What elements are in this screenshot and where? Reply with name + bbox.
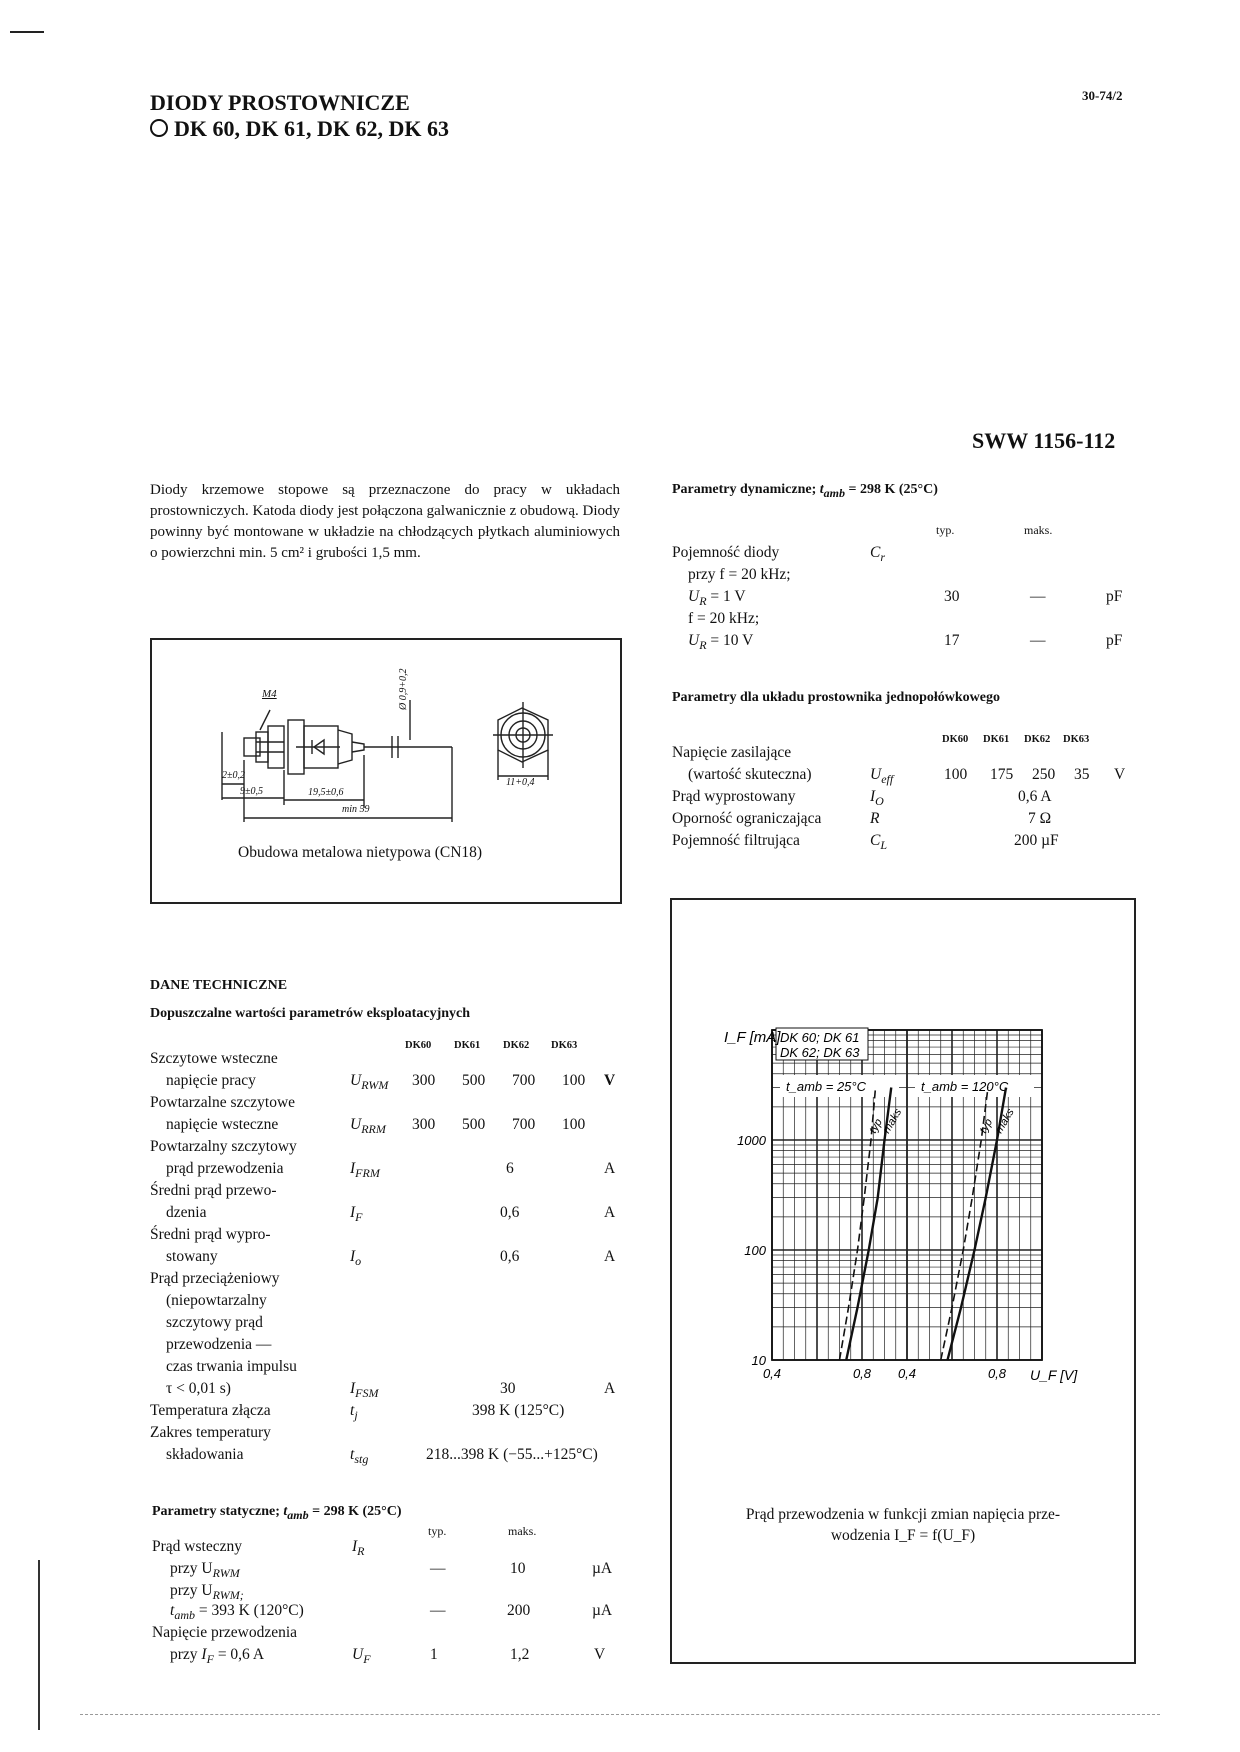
tech-row [150,1182,630,1226]
row-label: τ < 0,01 s) [166,1380,231,1397]
value: 200 µF [1014,832,1059,849]
unit: A [604,1204,616,1221]
row-label: napięcie wsteczne [166,1116,279,1133]
tech-row [150,1226,630,1270]
x-tick-label: 0,8 [852,1366,872,1381]
rectifier-rows [672,744,1132,854]
row-label: f = 20 kHz; [688,610,760,627]
value: 300 [412,1072,436,1089]
unit: A [604,1380,616,1397]
row-label: $t_{amb} = 393$ K (120°C) [170,1602,304,1623]
row-label: dzenia [166,1204,207,1221]
static-col-typ: typ. [428,1524,447,1538]
value: 6 [506,1160,514,1177]
row-label: $U_R = 1$ V [688,588,746,609]
row-label: przy $U_{RWM;}$ [170,1582,244,1603]
standard-code: SWW 1156-112 [972,428,1116,453]
row-symbol: $U_{RRM}$ [350,1116,386,1137]
value: 398 K (125°C) [472,1402,565,1419]
value: 0,6 A [1018,788,1052,805]
row-symbol: $C_r$ [870,544,886,565]
row-symbol: $C_L$ [870,832,888,853]
tech-heading: DANE TECHNICZNE [150,978,288,993]
unit: V [594,1646,606,1663]
row-symbol: R [870,810,880,827]
row-label: Zakres temperatury [150,1424,271,1441]
row-label: Powtarzalne szczytowe [150,1094,296,1111]
value: 175 [990,766,1014,783]
row-label: $U_R = 10$ V [688,632,754,653]
y-tick-label: 100 [744,1243,766,1258]
value: 35 [1074,766,1090,783]
footer-rule [80,1714,1160,1716]
legend-label: DK 62; DK 63 [780,1045,860,1060]
value: 500 [462,1116,486,1133]
row-label: przy $I_F = 0,6$ A [170,1646,265,1667]
row-symbol: $U_F$ [352,1646,371,1667]
package-caption: Obudowa metalowa nietypowa (CN18) [238,844,483,861]
forward-current-chart [672,900,1134,1420]
row-label: składowania [166,1446,244,1463]
page-title: DIODY PROSTOWNICZE [150,90,410,115]
tech-row-surge [150,1270,630,1402]
row-label: stowany [166,1248,218,1265]
series-label: maks [880,1106,905,1136]
dynamic-col-max: maks. [1024,523,1053,537]
package-box [150,638,622,904]
dim-stud: 2±0,2 [222,770,245,781]
package-drawing [152,640,620,840]
row-label: Napięcie zasilające [672,744,792,761]
value: — [430,1560,446,1577]
unit: V [604,1072,616,1089]
dim-hex: 11+0,4 [506,777,535,788]
row-label: Pojemność filtrująca [672,832,800,849]
value: 30 [500,1380,516,1397]
legend-label: DK 60; DK 61 [780,1030,860,1045]
chart-box [670,898,1136,1664]
corner-mark [10,31,44,33]
row-symbol: $t_j$ [350,1402,358,1423]
value: 500 [462,1072,486,1089]
caption-line: wodzenia I_F = f(U_F) [830,1527,976,1544]
row-label: prąd przewodzenia [166,1160,284,1177]
model-list: DK 60, DK 61, DK 62, DK 63 [174,116,449,141]
y-axis-label: I_F [mA] [724,1029,781,1046]
x-axis-label: U_F [V] [1030,1367,1078,1383]
col-head: DK61 [454,1040,481,1051]
row-label: Powtarzalny szczytowy [150,1138,297,1155]
value: 17 [944,632,960,649]
row-label: (wartość skuteczna) [688,766,812,783]
value: 0,6 [500,1248,520,1265]
col-head: DK63 [551,1040,578,1051]
x-tick-label: 0,4 [762,1366,782,1381]
dim-body: 19,5±0,6 [308,787,344,798]
tech-subheading: Dopuszczalne wartości parametrów eksploatacyjnych [150,1006,471,1021]
dynamic-heading: Parametry dynamiczne; $t_{amb} = 298$ K (25°C) [672,482,938,500]
x-tick-label: 0,4 [897,1366,917,1381]
row-symbol: $I_F$ [350,1204,363,1225]
row-label: napięcie pracy [166,1072,256,1089]
row-symbol: $I_{FSM}$ [350,1380,379,1401]
row-label: przy $U_{RWM}$ [170,1560,240,1581]
row-label: (niepowtarzalny [166,1292,267,1309]
row-label: Średni prąd przewo- [150,1182,277,1199]
col-head: DK61 [983,734,1010,745]
model-line [150,116,449,142]
value: 30 [944,588,960,605]
dynamic-col-typ: typ. [936,523,955,537]
value: 1,2 [510,1646,530,1663]
row-label: Prąd przeciążeniowy [150,1270,280,1287]
series-label: maks [993,1106,1017,1136]
dynamic-row [672,544,1132,656]
unit: V [1114,766,1126,783]
static-col-max: maks. [508,1524,537,1538]
unit: pF [1106,588,1123,605]
col-head: DK63 [1063,734,1090,745]
rectifier-heading: Parametry dla układu prostownika jednopołówkowego [672,690,1001,705]
row-label: Napięcie przewodzenia [152,1624,298,1641]
series-label: typ [977,1116,996,1136]
value: 7 Ω [1028,810,1052,827]
row-label: Szczytowe wsteczne [150,1050,278,1067]
panel-label: t_amb = 25°C [786,1079,866,1094]
row-label: czas trwania impulsu [166,1358,297,1375]
row-label: Prąd wyprostowany [672,788,796,805]
row-label: Oporność ograniczająca [672,810,822,827]
row-symbol: $U_{RWM}$ [350,1072,389,1093]
panel-label: t_amb = 120°C [921,1079,1009,1094]
row-label: Prąd wsteczny [152,1538,242,1555]
value: — [1030,588,1046,605]
value: 700 [512,1116,536,1133]
row-symbol: $I_o$ [350,1248,362,1269]
col-head: DK60 [405,1040,432,1051]
row-symbol: $t_{stg}$ [350,1446,369,1467]
col-head: DK62 [1024,734,1051,745]
circle-icon [150,119,168,137]
row-symbol: $I_R$ [352,1538,365,1559]
value: 10 [510,1560,526,1577]
unit: A [604,1160,616,1177]
row-symbol: $I_{FRM}$ [350,1160,380,1181]
value: 218...398 K (−55...+125°C) [426,1446,598,1463]
page-code: 30-74/2 [1082,88,1123,103]
row-label: przy f = 20 kHz; [688,566,791,583]
tech-row [150,1094,630,1138]
col-head: DK60 [942,734,969,745]
row-label: szczytowy prąd [166,1314,263,1331]
caption-line: Prąd przewodzenia w funkcji zmian napięcia prze- [745,1506,1061,1523]
value: 200 [507,1602,531,1619]
row-symbol: $I_O$ [870,788,884,809]
dim-nut: 9±0,5 [240,786,263,797]
value: 100 [562,1072,586,1089]
value: 700 [512,1072,536,1089]
dim-thread: M4 [262,688,277,700]
intro-text: Diody krzemowe stopowe są przeznaczone do pracy w układach prostowniczych. Katoda diody jest połączona galwanicznie z obudową. Diody powinny być montowane w układzie na chłodzących płytkach aluminiowych o powierzchni min. 5 cm² i grubości 1,5 mm. [150,482,620,561]
series-label: typ [867,1116,885,1136]
left-margin-line [38,1560,40,1730]
chart-caption [692,1504,1114,1546]
dim-lead: Ø 0,9+0,2 [398,668,409,710]
unit: µA [592,1560,613,1577]
value: 0,6 [500,1204,520,1221]
unit: µA [592,1602,613,1619]
tech-row [150,1138,630,1182]
dim-total: min 59 [342,804,370,815]
row-label: Temperatura złącza [150,1402,271,1419]
row-label: przewodzenia — [166,1336,272,1353]
x-tick-label: 0,8 [987,1366,1007,1381]
unit: pF [1106,632,1123,649]
tech-row-junction [150,1402,630,1424]
row-symbol: $U_{eff}$ [870,766,894,787]
static-row [152,1538,632,1688]
value: 300 [412,1116,436,1133]
y-tick-label: 1000 [737,1133,766,1148]
static-heading: Parametry statyczne; $t_{amb} = 298$ K (25°C) [152,1504,402,1522]
value: — [1030,632,1046,649]
value: 250 [1032,766,1056,783]
row-label: Średni prąd wypro- [150,1226,271,1243]
value: 100 [944,766,968,783]
unit: A [604,1248,616,1265]
tech-row [150,1050,630,1094]
tech-row-storage [150,1424,630,1468]
value: 100 [562,1116,586,1133]
col-head: DK62 [503,1040,530,1051]
row-label: Pojemność diody [672,544,780,561]
y-tick-label: 10 [751,1353,766,1368]
value: 1 [430,1646,438,1663]
value: — [430,1602,446,1619]
